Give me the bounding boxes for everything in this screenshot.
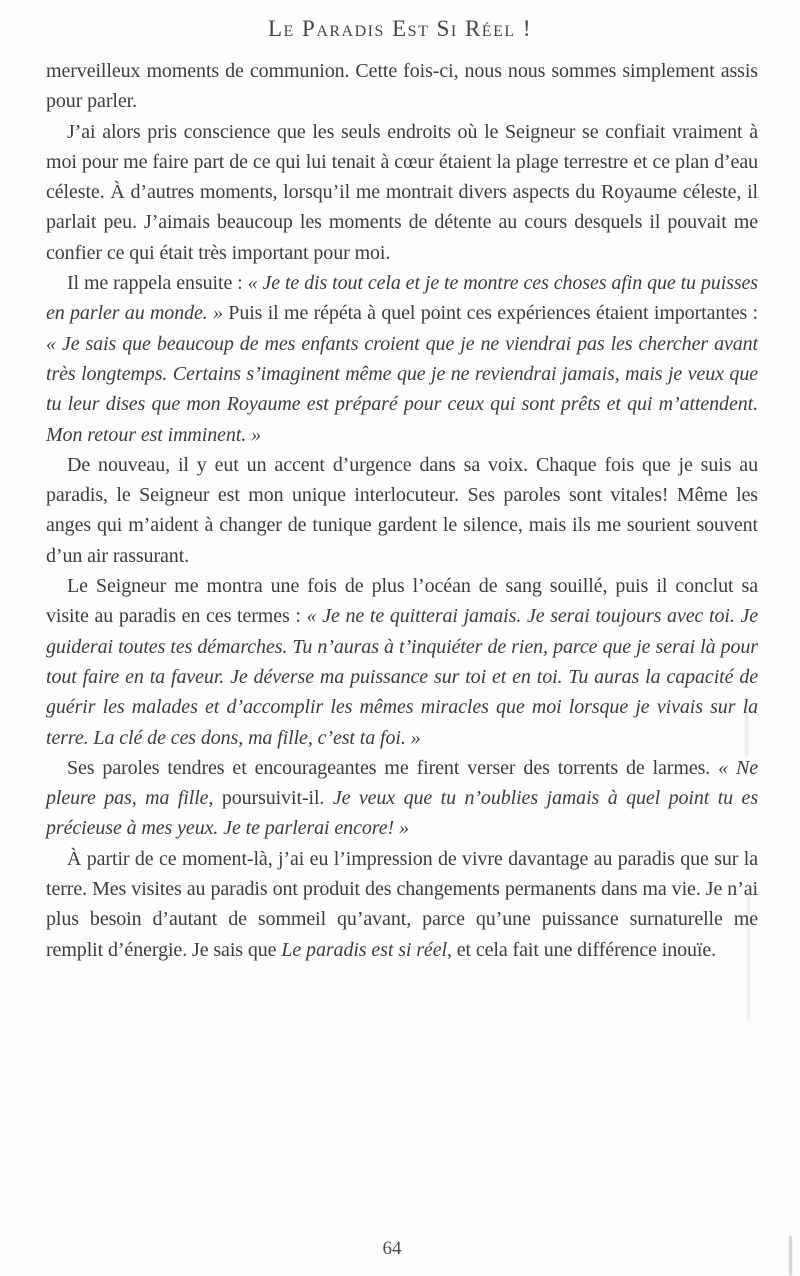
paragraph bbox=[46, 117, 758, 268]
quote-text: « Je sais que beaucoup de mes enfants croient que je ne viendrai pas les chercher avant très longtemps. Certains s’imaginent même que je ne reviendrai jamais, mais je veux que tu leur dises que mon Royaume est préparé pour ceux qui sont prêts et qui m’attendent. Mon retour est imminent. » bbox=[46, 332, 758, 446]
paragraph bbox=[46, 571, 758, 753]
body-text: merveilleux moments de communion. Cette fois-ci, nous nous sommes simplement assis pour parler. bbox=[46, 60, 758, 113]
quote-text: Je veux que tu n’oublies jamais à quel point tu es précieuse à mes yeux. Je te parlerai encore! » bbox=[46, 787, 759, 840]
body-text: De nouveau, il y eut un accent d’urgence dans sa voix. Chaque fois que je suis au paradis, le Seigneur est mon unique interlocuteur. Ses paroles sont vitales! Même les anges qui m’aident à changer de tunique gardent le silence, mais ils me sourient souvent d’un air rassurant. bbox=[46, 453, 758, 567]
paragraph bbox=[46, 268, 758, 450]
page-number: 64 bbox=[382, 1238, 402, 1259]
body-text: Puis il me répéta à quel point ces expériences étaient importantes : bbox=[228, 302, 759, 325]
scan-artifact bbox=[789, 1236, 792, 1276]
quote-text: « Ne pleure pas, ma fille, bbox=[46, 756, 758, 810]
paragraph bbox=[46, 844, 758, 965]
body-text: Ses paroles tendres et encourageantes me firent verser des torrents de larmes. bbox=[67, 756, 719, 779]
paragraph bbox=[46, 753, 758, 844]
running-header: Le Paradis Est Si Réel ! bbox=[267, 16, 533, 41]
scan-artifact bbox=[745, 696, 748, 756]
body-text: J’ai alors pris conscience que les seuls endroits où le Seigneur se confiait vraiment à moi pour me faire part de ce qui lui tenait à cœur étaient la plage terrestre et ce plan d’eau céleste. À d’autres moments, lorsqu’il me montrait divers aspects du Royaume céleste, il parlait peu. J’aimais beaucoup les moments de détente au cours desquels il pouvait me confier ce qui était très important pour moi. bbox=[46, 120, 758, 264]
paragraph bbox=[46, 56, 758, 117]
quote-text: « Je te dis tout cela et je te montre ces choses afin que tu puisses en parler au monde. » bbox=[46, 272, 758, 325]
quote-text: Le paradis est si réel bbox=[281, 938, 447, 961]
body-text: À partir de ce moment-là, j’ai eu l’impression de vivre davantage au paradis que sur la terre. Mes visites au paradis ont produit des changements permanents dans ma vie. Je n’ai plus besoin d’autant de sommeil qu’avant, parce qu’une puissance surnaturelle me remplit d’énergie. Je sais que bbox=[46, 847, 758, 961]
body-text: poursuivit-il. bbox=[221, 787, 333, 810]
scan-artifact bbox=[747, 892, 750, 1022]
body-text: Il me rappela ensuite : bbox=[67, 272, 248, 295]
quote-text: « Je ne te quitterai jamais. Je serai toujours avec toi. Je guiderai toutes tes démarches. Tu n’auras à t’inquiéter de rien, parce que je serai là pour tout faire en ta faveur. Je déverse ma puissance sur toi et en toi. Tu auras la capacité de guérir les malades et d’accomplir les mêmes miracles que moi lorsque je vivais sur la terre. La clé de ces dons, ma fille, c’est ta foi. » bbox=[46, 605, 758, 749]
body-text: , et cela fait une différence inouïe. bbox=[446, 938, 717, 961]
paragraph bbox=[46, 450, 758, 571]
text-body bbox=[46, 56, 758, 965]
body-text: Le Seigneur me montra une fois de plus l’océan de sang souillé, puis il conclut sa visite au paradis en ces termes : bbox=[46, 575, 758, 628]
